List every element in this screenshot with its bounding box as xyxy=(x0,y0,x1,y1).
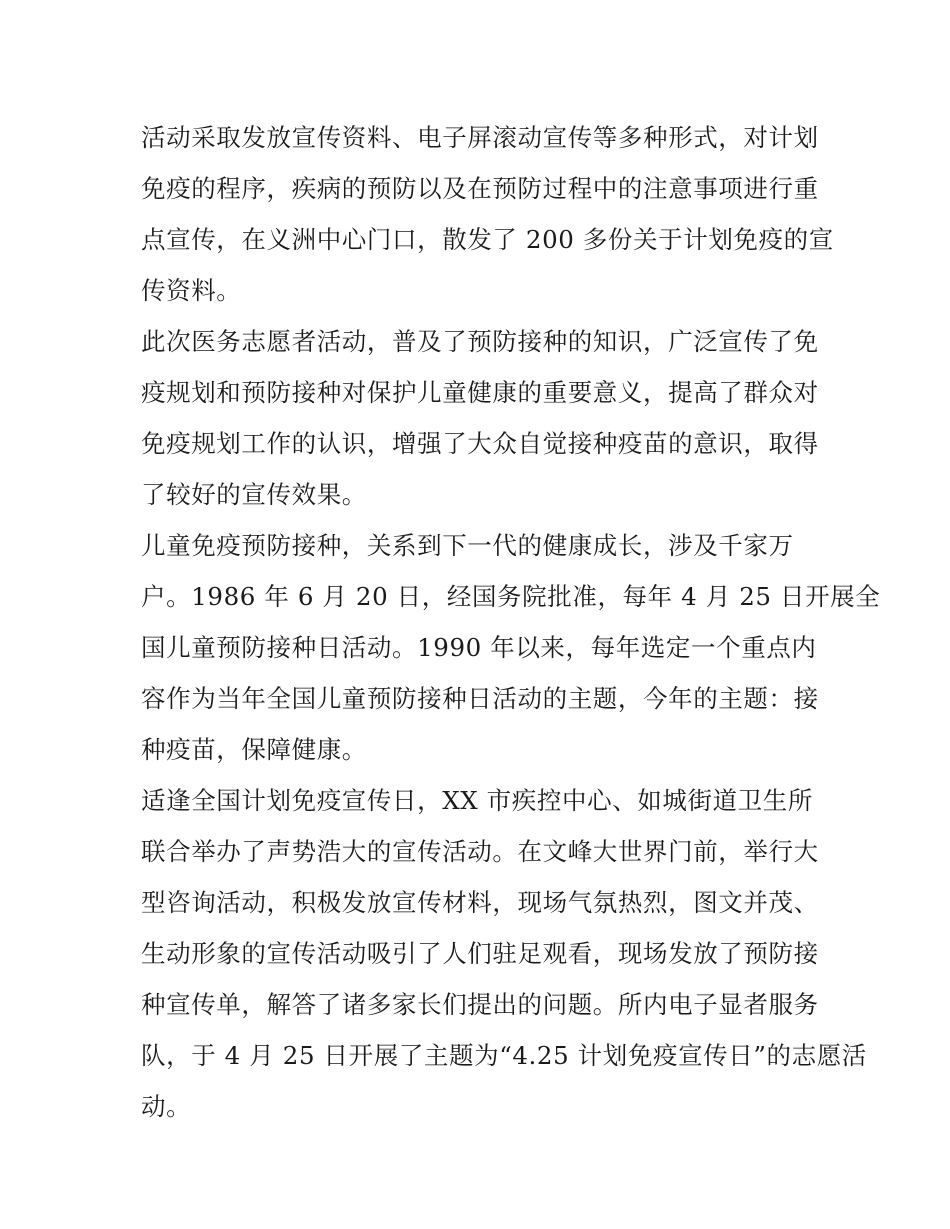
paragraph-4 xyxy=(141,775,867,1132)
paragraph-line: 此次医务志愿者活动，普及了预防接种的知识，广泛宣传了免 xyxy=(141,327,819,356)
paragraph-1 xyxy=(141,112,834,316)
paragraph-line: 种宣传单，解答了诸多家长们提出的问题。所内电子显者服务 xyxy=(141,990,819,1019)
paragraph-line: 户。1986 年 6 月 20 日，经国务院批准，每年 4 月 25 日开展全 xyxy=(141,582,881,611)
paragraph-3 xyxy=(141,520,881,775)
paragraph-line: 型咨询活动，积极发放宣传材料，现场气氛热烈，图文并茂、 xyxy=(141,888,819,917)
paragraph-line: 了较好的宣传效果。 xyxy=(141,480,367,509)
document-body xyxy=(141,112,881,1132)
paragraph-line: 队，于 4 月 25 日开展了主题为“4.25 计划免疫宣传日”的志愿活 xyxy=(141,1041,867,1070)
paragraph-2 xyxy=(141,316,819,520)
paragraph-line: 种疫苗，保障健康。 xyxy=(141,735,367,764)
paragraph-line: 疫规划和预防接种对保护儿童健康的重要意义，提高了群众对 xyxy=(141,378,819,407)
paragraph-line: 容作为当年全国儿童预防接种日活动的主题，今年的主题：接 xyxy=(141,684,819,713)
paragraph-line: 免疫的程序，疾病的预防以及在预防过程中的注意事项进行重 xyxy=(141,174,819,203)
paragraph-line: 适逢全国计划免疫宣传日，XX 市疾控中心、如城街道卫生所 xyxy=(141,786,813,815)
paragraph-line: 免疫规划工作的认识，增强了大众自觉接种疫苗的意识，取得 xyxy=(141,429,819,458)
paragraph-line: 国儿童预防接种日活动。1990 年以来，每年选定一个重点内 xyxy=(141,633,817,662)
paragraph-line: 点宣传，在义洲中心门口，散发了 200 多份关于计划免疫的宣 xyxy=(141,225,834,254)
paragraph-line: 动。 xyxy=(141,1092,192,1121)
paragraph-line: 联合举办了声势浩大的宣传活动。在文峰大世界门前，举行大 xyxy=(141,837,819,866)
paragraph-line: 传资料。 xyxy=(141,276,242,305)
paragraph-line: 活动采取发放宣传资料、电子屏滚动宣传等多种形式，对计划 xyxy=(141,123,819,152)
paragraph-line: 生动形象的宣传活动吸引了人们驻足观看，现场发放了预防接 xyxy=(141,939,819,968)
paragraph-line: 儿童免疫预防接种，关系到下一代的健康成长，涉及千家万 xyxy=(141,531,794,560)
